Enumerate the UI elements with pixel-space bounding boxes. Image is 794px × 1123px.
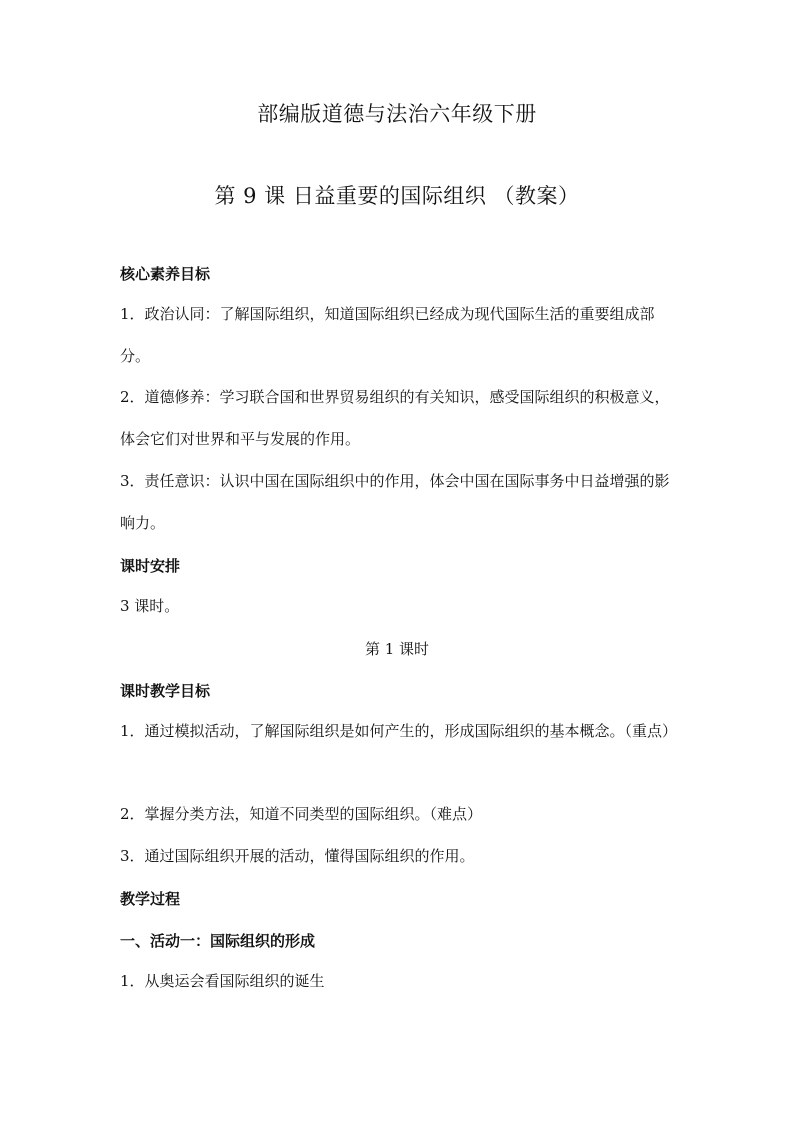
lesson-label: 第 1 课时 — [364, 640, 430, 658]
activity-1-item-1: 1．从奥运会看国际组织的诞生 — [120, 972, 325, 990]
core-goal-1: 1．政治认同：了解国际组织，知道国际组织已经成为现代国际生活的重要组成部分。 — [120, 305, 655, 365]
process-heading: 教学过程 — [120, 890, 181, 908]
lesson-goal-3: 3．通过国际组织开展的活动，懂得国际组织的作用。 — [120, 847, 475, 865]
document-title: 部编版道德与法治六年级下册 — [257, 102, 537, 126]
lesson-title: 第 9 课 日益重要的国际组织 （教案） — [214, 184, 580, 208]
activity-1-heading: 一、活动一：国际组织的形成 — [120, 932, 316, 950]
core-goal-2: 2．道德修养：学习联合国和世界贸易组织的有关知识，感受国际组织的积极意义，体会它们对世界和平与发展的作用。 — [120, 388, 670, 448]
lesson-goals-heading: 课时教学目标 — [120, 682, 211, 700]
schedule-heading: 课时安排 — [120, 557, 181, 575]
schedule-text: 3 课时。 — [120, 597, 180, 615]
lesson-goal-2: 2．掌握分类方法，知道不同类型的国际组织。（难点） — [120, 805, 483, 823]
core-goal-3: 3．责任意识：认识中国在国际组织中的作用，体会中国在国际事务中日益增强的影响力。 — [120, 472, 670, 532]
lesson-goal-1: 1．通过模拟活动，了解国际组织是如何产生的，形成国际组织的基本概念。（重点） — [120, 722, 678, 740]
core-goals-heading: 核心素养目标 — [120, 265, 211, 283]
